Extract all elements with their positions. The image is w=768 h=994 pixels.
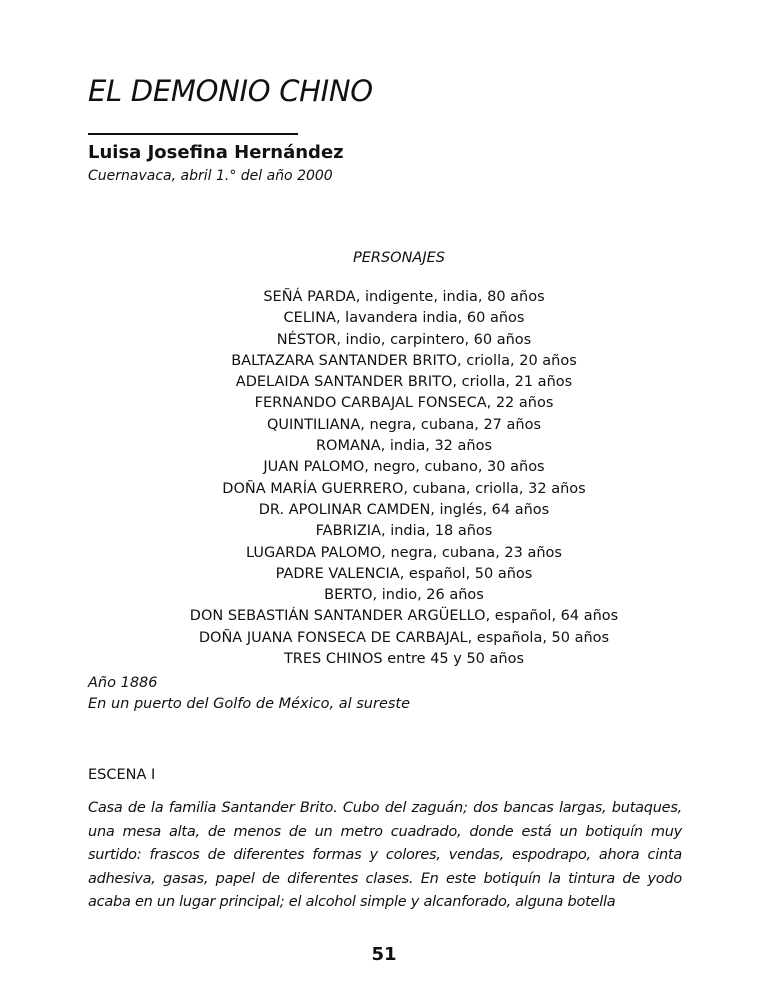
cast-item: NÉSTOR, indio, carpintero, 60 años (276, 331, 532, 348)
cast-item: JUAN PALOMO, negro, cubano, 30 años (263, 459, 545, 476)
cast-item: ROMANA, india, 32 años (315, 438, 493, 455)
cast-heading: PERSONAJES (352, 250, 445, 266)
cast-item: FERNANDO CARBAJAL FONSECA, 22 años (254, 395, 554, 412)
cast-item: CELINA, lavandera india, 60 años (283, 310, 525, 327)
cast-item: QUINTILIANA, negra, cubana, 27 años (266, 416, 542, 433)
cast-item: DR. APOLINAR CAMDEN, inglés, 64 años (258, 501, 550, 518)
cast-item: PADRE VALENCIA, español, 50 años (275, 565, 533, 582)
cast-item: SEÑÁ PARDA, indigente, india, 80 años (263, 289, 545, 305)
setting-block (88, 673, 410, 715)
cast-item: DON SEBASTIÁN SANTANDER ARGÜELLO, español, 64 años (189, 608, 619, 625)
author-name: Luisa Josefina Hernández (88, 142, 344, 163)
cast-item: FABRIZIA, india, 18 años (315, 523, 493, 540)
play-title: EL DEMONIO CHINO (88, 74, 373, 108)
cast-item: TRES CHINOS entre 45 y 50 años (283, 651, 525, 668)
cast-item: BALTAZARA SANTANDER BRITO, criolla, 20 años (231, 352, 577, 369)
cast-item: DOÑA JUANA FONSECA DE CARBAJAL, española, 50 años (198, 629, 610, 646)
cast-item: DOÑA MARÍA GUERRERO, cubana, criolla, 32 años (222, 480, 586, 497)
setting-year: Año 1886 (88, 675, 158, 691)
setting-place: En un puerto del Golfo de México, al sureste (88, 696, 411, 712)
title-rule (88, 133, 298, 135)
scene-heading: ESCENA I (88, 767, 156, 783)
cast-item: ADELAIDA SANTANDER BRITO, criolla, 21 años (235, 374, 573, 391)
stage-direction: Casa de la familia Santander Brito. Cubo del zaguán; dos bancas largas, butaques, una mesa alta, de menos de un metro cuadrado, donde está un botiquín muy surtido: frascos de diferentes formas y colores, vendas, espodrapo, ahora cinta adhesiva, gasas, papel de diferentes clases. En este botiquín la tintura de yodo acaba en un lugar principal; el alcohol simple y alcanforado, alguna botella (88, 800, 682, 911)
cast-list (0, 287, 768, 670)
cast-item: BERTO, indio, 26 años (324, 587, 484, 604)
dateline: Cuernavaca, abril 1.° del año 2000 (88, 168, 333, 184)
page-number: 51 (371, 944, 397, 965)
cast-item: LUGARDA PALOMO, negra, cubana, 23 años (246, 544, 562, 561)
